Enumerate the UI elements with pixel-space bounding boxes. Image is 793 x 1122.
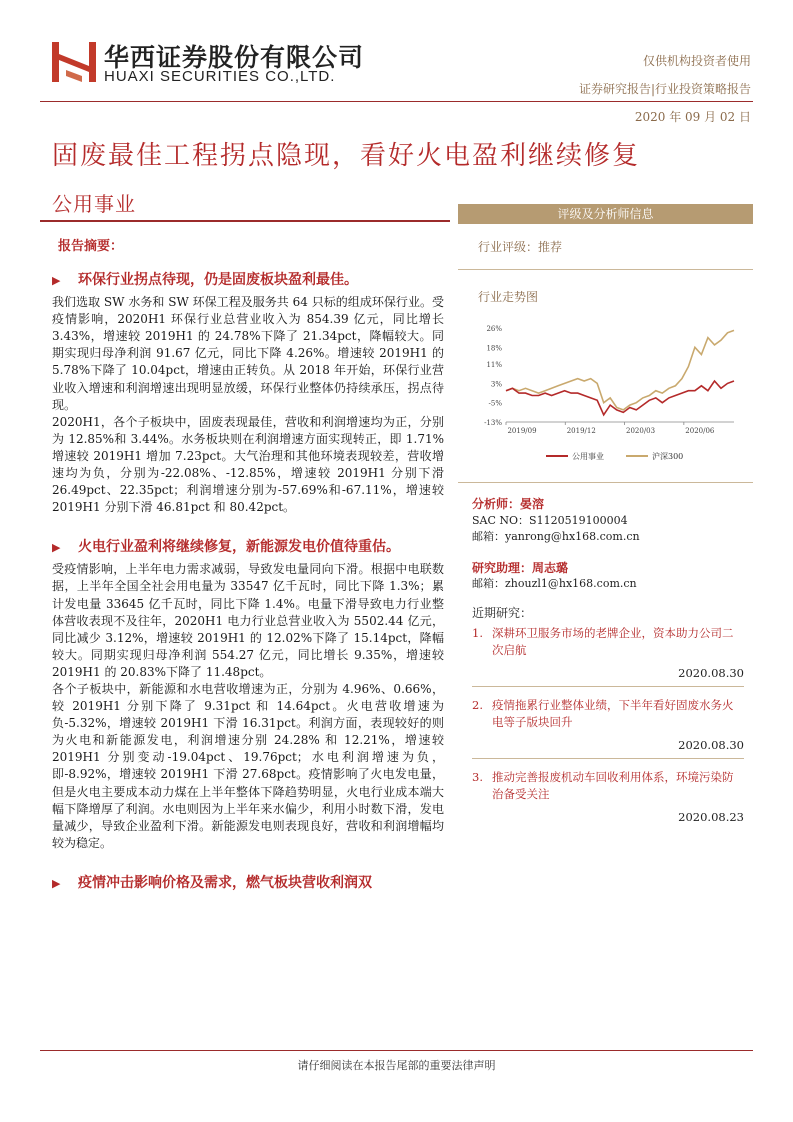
rating-analyst-panel xyxy=(458,204,753,305)
summary-label: 报告摘要： xyxy=(58,239,124,254)
huaxi-logo-icon xyxy=(52,40,96,84)
section-heading: ▶ 环保行业拐点待现，仍是固废板块盈利最佳。 xyxy=(52,272,358,289)
panel-divider xyxy=(458,269,753,270)
report-type: 证券研究报告|行业投资策略报告 xyxy=(578,82,751,96)
analyst-name: 晏溶 xyxy=(520,497,545,511)
triangle-bullet-icon: ▶ xyxy=(52,541,61,555)
y-tick-label: 3% xyxy=(490,380,502,389)
analyst-info: 分析师：晏溶 SAC NO：S1120519100004 邮箱：yanrong@hx168.com.cn 研究助理：周志璐 邮箱：zhouzl1@hx168.com.cn xyxy=(472,497,640,590)
y-tick-label: 26% xyxy=(486,325,502,333)
paragraph: 受疫情影响，上半年电力需求减弱，导致发电量同向下滑。根据中电联数据，上半年全国全社会用电量为 33547 亿千瓦时，同比下降 1.3%；累计发电量 33645 亿千瓦时，同比下降 1.4%。电量下滑导致电力行业整体营收表现不及往年，2020H1 电力行业总营业收入为 5502.44 亿元，同比减少 3.12%，增速较 2019H1 的 12.02%下降了 15.14pct，降幅较大。同期实现归母净利润 554.27 亿元，同比增长 9.35%，增速较 2019H1 的 20.83%下降了 11.48pct。 xyxy=(52,562,444,679)
paragraph: 我们选取 SW 水务和 SW 环保工程及服务共 64 只标的组成环保行业。受疫情影响，2020H1 环保行业总营业收入为 854.39 亿元，同比增长 3.43%，增速较 2019H1 的 24.78%下降了 21.34pct，降幅较大。同期实现归母净利润 91.67 亿元，同比下降 4.26%。增速较 2019H1 的 5.78%下降了 10.04pct，增速由正转负。从 2018 年开始，环保行业营业收入增速和利润增速出现明显放缓，环保行业整体仍持续承压，拐点待现。 xyxy=(52,295,444,412)
recent-title: 深耕环卫服务市场的老牌企业，资本助力公司二次启航 xyxy=(492,626,734,657)
recent-date: 2020.08.30 xyxy=(678,738,744,752)
x-tick-label: 2020/03 xyxy=(626,427,656,435)
brand-name-cn: 华西证券股份有限公司 xyxy=(104,43,365,72)
section-heading: ▶ 火电行业盈利将继续修复，新能源发电价值待重估。 xyxy=(52,539,400,556)
y-tick-label: 11% xyxy=(486,361,502,370)
brand-name-en: HUAXI SECURITIES CO.,LTD. xyxy=(104,68,336,85)
legend-label: 公用事业 xyxy=(572,452,604,461)
paragraph: 2020H1，各个子板块中，固废表现最佳，营收和利润增速均为正，分别为 12.85%和 3.44%。水务板块则在利润增速方面实现转正，即 1.71%增速较 2019H1 增加 7.23pct。大气治理和其他环境表现较差，营收增速均为负，分别为-22.08%、-12.85%，增速较 2019H1 分别下滑 26.49pct、22.35pct；利润增速分别为-57.69%和-67.11%，增速较 2019H1 分别下滑 46.81pct 和 80.42pct。 xyxy=(52,414,444,515)
sector-divider xyxy=(40,220,450,222)
legal-notice: 请仔细阅读在本报告尾部的重要法律声明 xyxy=(297,1059,496,1072)
footer-divider xyxy=(40,1050,753,1051)
recent-item[interactable]: 2. 疫情拖累行业整体业绩，下半年看好固废水务火电等子版块回升 xyxy=(472,697,744,731)
legend-label: 沪深300 xyxy=(652,452,684,461)
recent-date: 2020.08.30 xyxy=(678,666,744,680)
recent-item[interactable]: 1. 深耕环卫服务市场的老牌企业，资本助力公司二次启航 xyxy=(472,625,744,659)
header-divider xyxy=(40,101,753,102)
panel-divider xyxy=(458,482,753,483)
triangle-bullet-icon: ▶ xyxy=(52,876,61,890)
y-tick-label: -5% xyxy=(488,399,502,408)
triangle-bullet-icon: ▶ xyxy=(52,274,61,288)
x-tick-label: 2019/09 xyxy=(507,427,537,435)
series-line-utilities xyxy=(506,381,734,415)
recent-title: 疫情拖累行业整体业绩，下半年看好固废水务火电等子版块回升 xyxy=(492,698,734,729)
industry-trend-chart xyxy=(476,320,746,470)
industry-rating: 行业评级：推荐 xyxy=(478,240,563,254)
x-tick-label: 2020/06 xyxy=(685,427,715,435)
paragraph: 各个子板块中，新能源和水电营收增速为正，分别为 4.96%、0.66%，较 2019H1 分别下降了 9.31pct 和 14.64pct。火电营收增速为负-5.32%，增速较 2019H1 下滑 16.31pct。利润方面，表现较好的则为火电和新能源发电，利润增速分别 24.28% 和 12.21%，增速较 2019H1 分别变动-19.04pct、19.76pct；水电利润增速为负，即-8.92%，增速较 2019H1 下滑 27.68pct。疫情影响了火电发电量，但是火电主要成本动力煤在上半年整体下降趋势明显，火电行业成本端大幅下降增厚了利润。水电则因为上半年来水偏少，利用小时数下滑，发电量减少，导致企业盈利下滑。新能源发电则表现良好，营收和利润增幅均较为稳定。 xyxy=(52,681,444,850)
chart-title: 行业走势图 xyxy=(478,290,539,304)
y-tick-label: 18% xyxy=(486,344,502,353)
recent-label: 近期研究： xyxy=(472,606,533,620)
x-tick-label: 2019/12 xyxy=(566,427,596,435)
report-title: 固废最佳工程拐点隐现，看好火电盈利继续修复 xyxy=(52,141,641,171)
assistant-email[interactable]: zhouzl1@hx168.com.cn xyxy=(505,577,637,590)
sac-number: S1120519100004 xyxy=(529,513,628,527)
recent-research xyxy=(472,604,744,824)
assistant-name: 周志璐 xyxy=(532,560,569,575)
panel-title: 评级及分析师信息 xyxy=(458,204,753,224)
report-date: 2020 年 09 月 02 日 xyxy=(634,110,751,124)
report-summary xyxy=(52,236,444,897)
sector-name: 公用事业 xyxy=(52,192,136,216)
recent-item[interactable]: 3. 推动完善报废机动车回收利用体系，环境污染防治备受关注 xyxy=(472,769,744,803)
analyst-email[interactable]: yanrong@hx168.com.cn xyxy=(505,530,640,543)
recent-title: 推动完善报废机动车回收利用体系，环境污染防治备受关注 xyxy=(492,770,734,801)
y-tick-label: -13% xyxy=(484,419,502,427)
audience-note: 仅供机构投资者使用 xyxy=(642,54,751,68)
section-heading: ▶ 疫情冲击影响价格及需求，燃气板块营收利润双 xyxy=(52,874,372,891)
recent-date: 2020.08.23 xyxy=(678,810,744,824)
series-line-csi300 xyxy=(506,330,734,410)
